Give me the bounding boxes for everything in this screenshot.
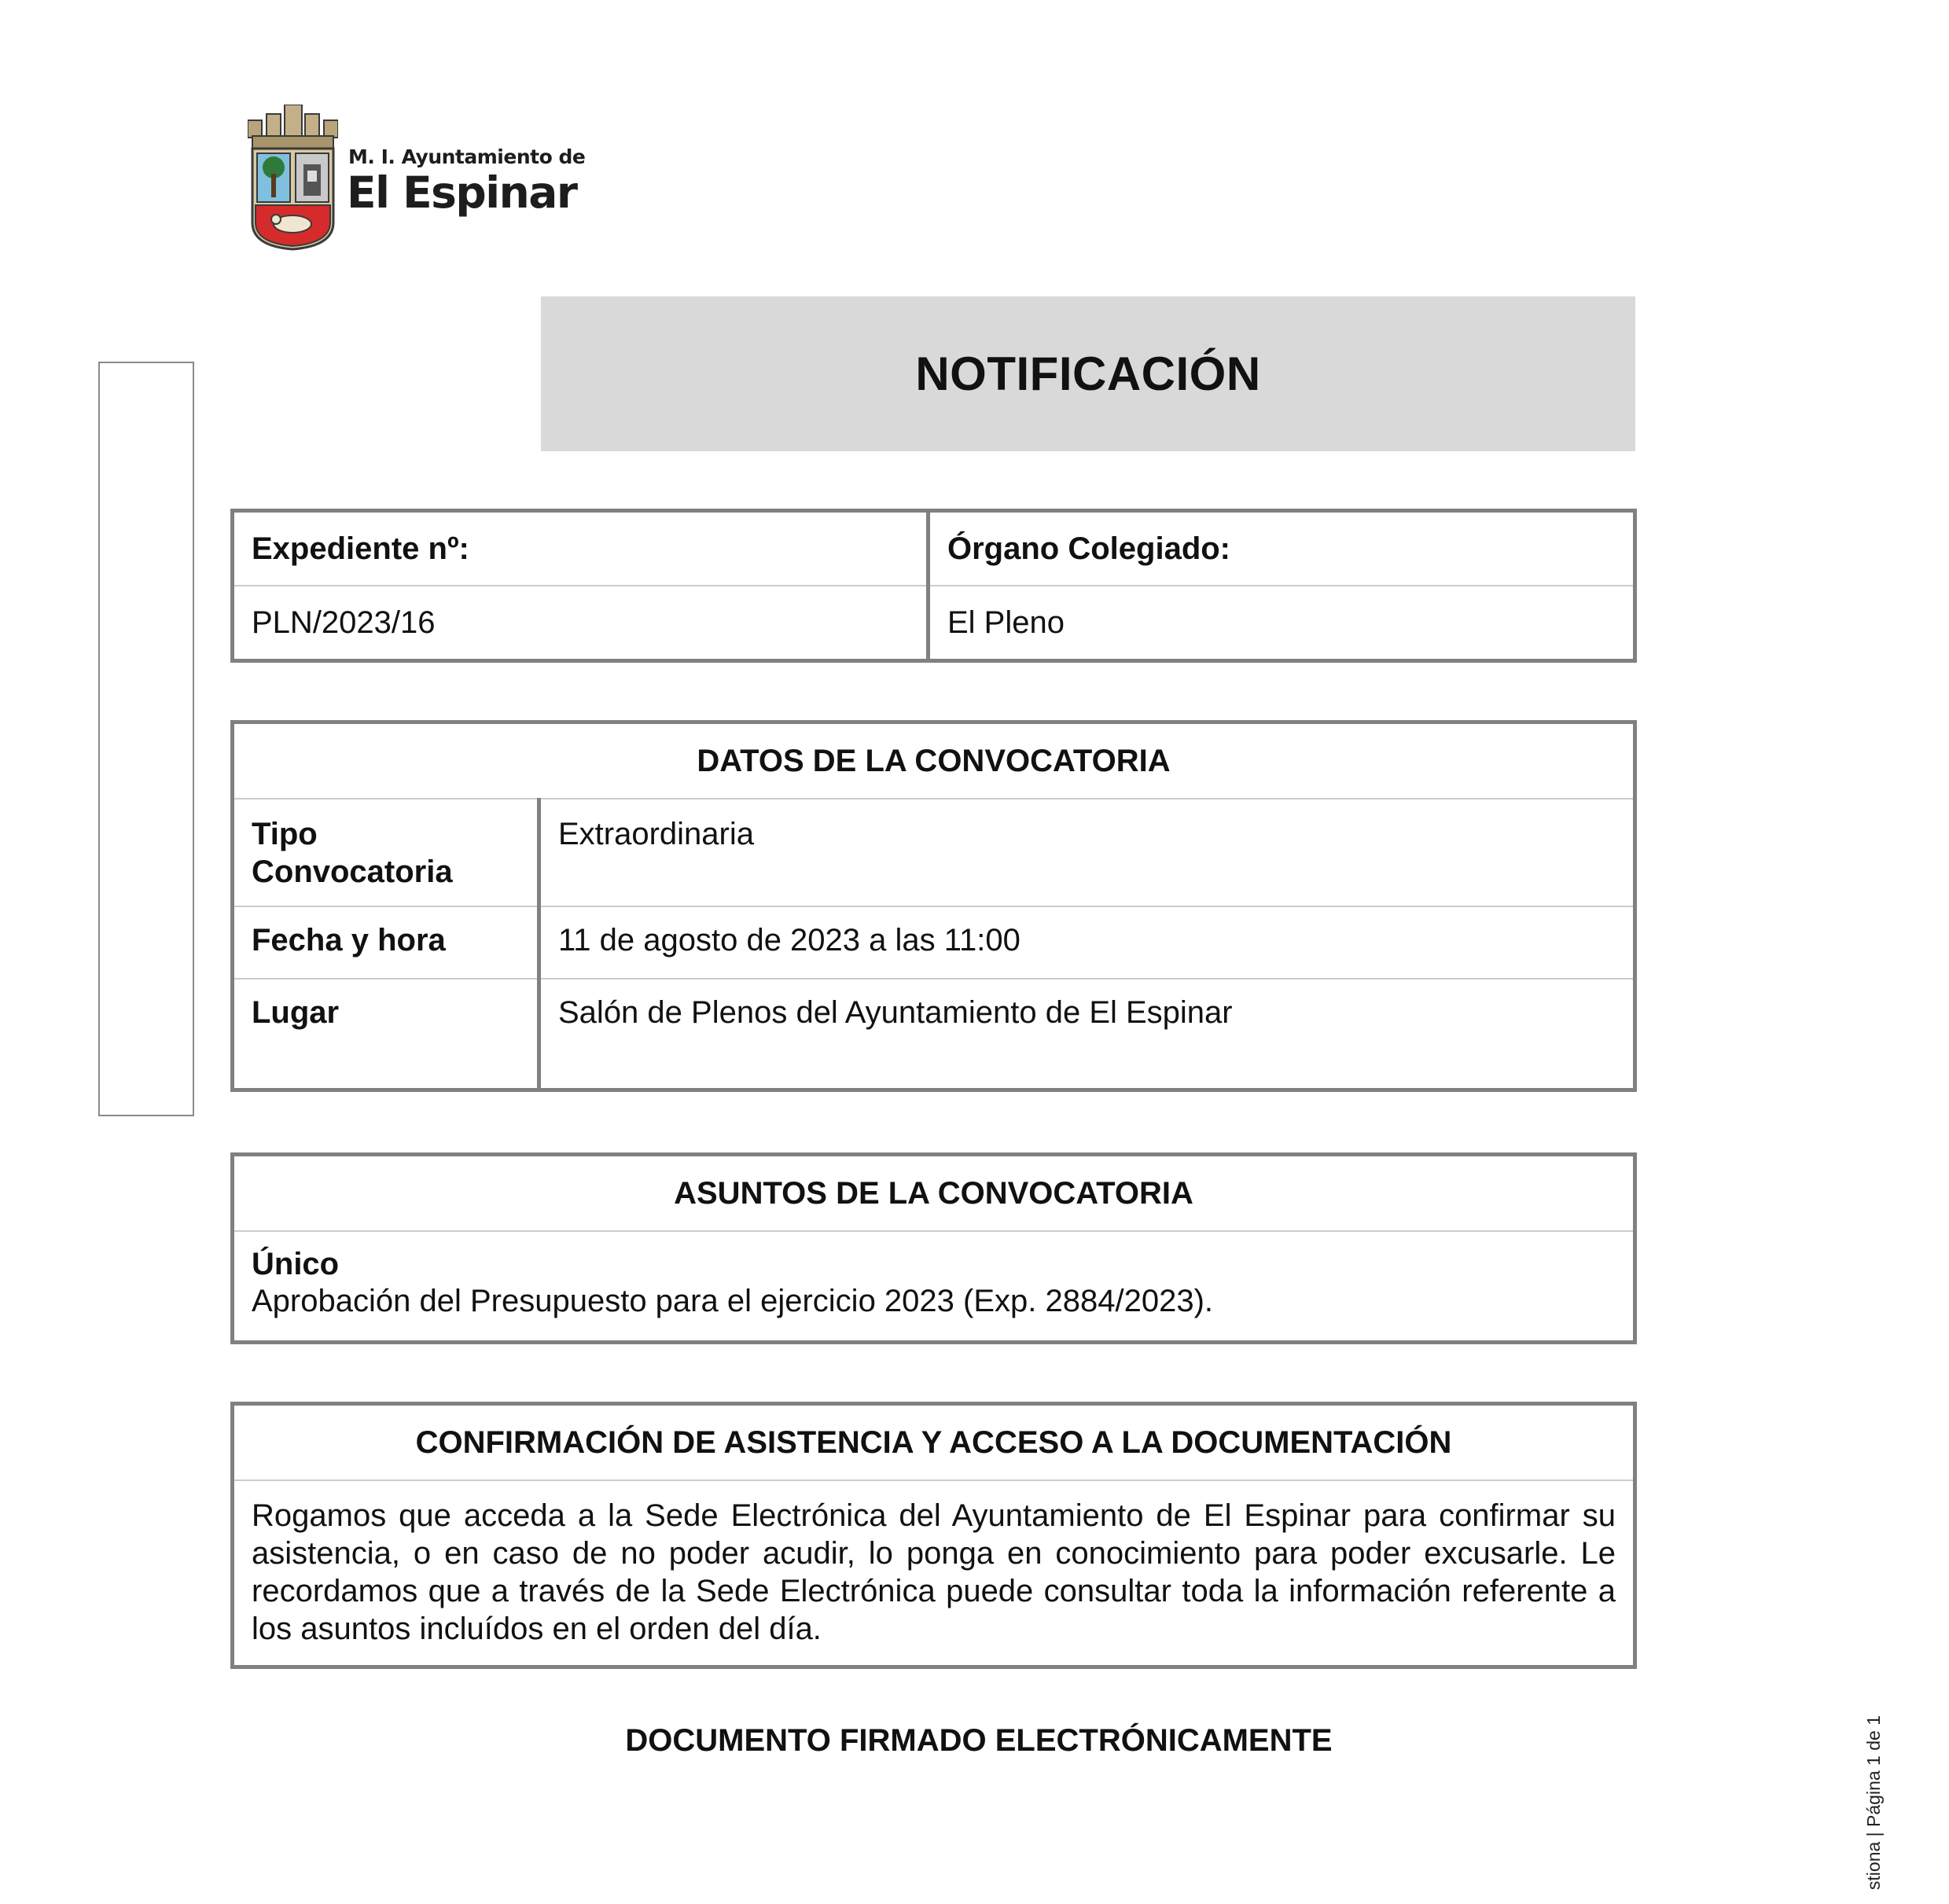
expediente-label: Expediente nº: <box>233 511 929 586</box>
expediente-value: PLN/2023/16 <box>233 586 929 661</box>
asunto-text: Aprobación del Presupuesto para el ejercicio 2023 (Exp. 2884/2023). <box>252 1283 1214 1318</box>
page-footer-vertical: stiona | Página 1 de 1 <box>1863 1715 1884 1891</box>
organo-value: El Pleno <box>929 586 1635 661</box>
signed-notice: DOCUMENTO FIRMADO ELECTRÓNICAMENTE <box>625 1723 1333 1758</box>
expediente-table <box>230 509 1637 663</box>
tipo-label-line2: Convocatoria <box>252 855 453 889</box>
lugar-label: Lugar <box>233 979 539 1090</box>
fecha-value: 11 de agosto de 2023 a las 11:00 <box>539 906 1635 979</box>
municipality-logo <box>248 105 586 254</box>
table-row <box>233 979 1635 1090</box>
fecha-label: Fecha y hora <box>233 906 539 979</box>
logo-title: El Espinar <box>347 167 577 218</box>
lugar-value: Salón de Plenos del Ayuntamiento de El Espinar <box>539 979 1635 1090</box>
title-band <box>541 296 1635 451</box>
confirmacion-heading: CONFIRMACIÓN DE ASISTENCIA Y ACCESO A LA DOCUMENTACIÓN <box>415 1424 1452 1460</box>
list-item <box>233 1231 1635 1342</box>
side-signature-box <box>98 362 194 1116</box>
convocatoria-heading: DATOS DE LA CONVOCATORIA <box>697 743 1171 778</box>
confirmacion-text: Rogamos que acceda a la Sede Electrónica del Ayuntamiento de El Espinar para confirmar su asistencia, o en caso de no poder acudir, lo ponga en conocimiento para poder excusarle. Le recordamos que a través de la Sede Electrónica puede consultar toda la información referente a los asuntos incluídos en el orden del día. <box>233 1480 1635 1667</box>
coat-of-arms-icon <box>248 105 338 251</box>
asuntos-heading: ASUNTOS DE LA CONVOCATORIA <box>674 1175 1193 1211</box>
logo-subtitle: M. I. Ayuntamiento de <box>348 145 586 168</box>
tipo-label-line1: Tipo <box>252 817 318 851</box>
asunto-title: Único <box>252 1247 340 1281</box>
tipo-label <box>233 799 539 906</box>
tipo-value: Extraordinaria <box>539 799 1635 906</box>
organo-label: Órgano Colegiado: <box>947 531 1230 566</box>
page-title: NOTIFICACIÓN <box>915 347 1261 400</box>
table-row <box>233 906 1635 979</box>
convocatoria-table <box>230 720 1637 1092</box>
asuntos-table <box>230 1152 1637 1344</box>
table-row <box>233 799 1635 906</box>
confirmacion-table <box>230 1402 1637 1669</box>
